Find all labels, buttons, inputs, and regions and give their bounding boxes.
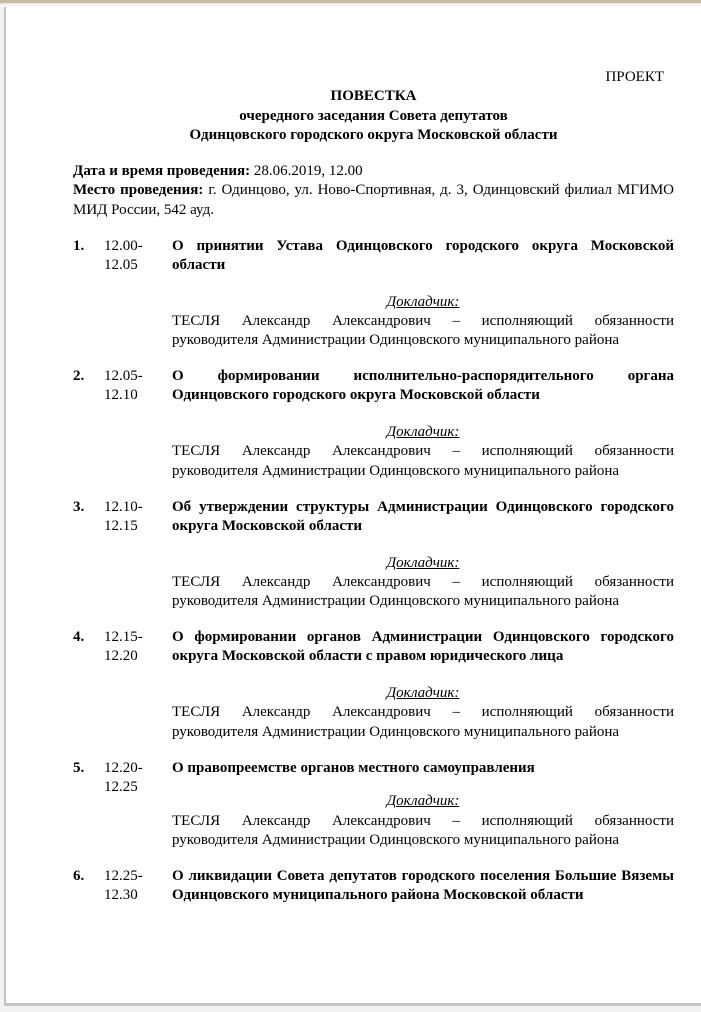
meeting-info	[73, 162, 674, 220]
item-title: О формировании органов Администрации Одинцовского городского округа Московской области с правом юридического лица	[172, 629, 674, 665]
document-title: ПОВЕСТКА	[330, 88, 417, 105]
item-number: 6.	[73, 867, 85, 884]
agenda-item	[73, 237, 674, 351]
item-number: 4.	[73, 629, 85, 646]
time-start: 12.25-	[104, 867, 143, 884]
place-label: Место проведения:	[73, 182, 204, 199]
document-subtitle-2: Одинцовского городского округа Московской области	[189, 126, 558, 143]
agenda-item	[73, 628, 674, 742]
agenda-item	[73, 367, 674, 481]
reporter-label: Докладчик:	[386, 554, 460, 571]
reporter-label: Докладчик:	[386, 424, 460, 441]
time-start: 12.15-	[104, 629, 143, 646]
time-end: 12.25	[104, 778, 138, 795]
item-number: 3.	[73, 498, 85, 515]
reporter-label: Докладчик:	[386, 293, 460, 310]
reporter: ТЕСЛЯ Александр Александрович – исполняющий обязанности руководителя Администрации Одинцовского муниципального района	[172, 312, 674, 349]
reporter-label: Докладчик:	[386, 793, 460, 810]
time-end: 12.05	[104, 256, 138, 273]
date-value: 28.06.2019, 12.00	[250, 163, 363, 180]
time-start: 12.20-	[104, 759, 143, 776]
date-label: Дата и время проведения:	[73, 163, 251, 180]
item-title: О ликвидации Совета депутатов городского поселения Большие Вяземы Одинцовского муниципального района Московской области	[172, 867, 674, 903]
document-content	[73, 68, 674, 905]
item-number: 2.	[73, 368, 85, 385]
top-shadow	[0, 3, 701, 7]
agenda-item	[73, 498, 674, 612]
agenda-item	[73, 867, 674, 906]
agenda-item	[73, 759, 674, 851]
place-value: г. Одинцово, ул. Ново-Спортивная, д. 3, Одинцовский филиал МГИМО МИД России, 542 ауд.	[73, 182, 674, 218]
time-end: 12.15	[104, 517, 138, 534]
item-title: О принятии Устава Одинцовского городского округа Московской области	[172, 237, 674, 273]
item-title: Об утверждении структуры Администрации Одинцовского городского округа Московской области	[172, 498, 674, 534]
time-end: 12.30	[104, 887, 138, 903]
reporter: ТЕСЛЯ Александр Александрович – исполняющий обязанности руководителя Администрации Одинцовского муниципального района	[172, 573, 674, 610]
item-title: О формировании исполнительно-распорядительного органа Одинцовского городского округа Московской области	[172, 368, 674, 404]
reporter: ТЕСЛЯ Александр Александрович – исполняющий обязанности руководителя Администрации Одинцовского муниципального района	[172, 812, 674, 848]
item-number: 5.	[73, 759, 85, 776]
item-time	[104, 759, 172, 851]
time-start: 12.00-	[104, 237, 143, 254]
time-start: 12.10-	[104, 498, 143, 515]
document-subtitle: очередного заседания Совета депутатов	[239, 107, 508, 124]
time-start: 12.05-	[104, 368, 143, 385]
item-time	[104, 628, 172, 742]
time-end: 12.20	[104, 648, 138, 665]
item-time	[104, 867, 172, 906]
item-title: О правопреемстве органов местного самоуправления	[172, 759, 535, 776]
item-time	[104, 498, 172, 612]
item-number: 1.	[73, 237, 85, 254]
time-end: 12.10	[104, 387, 138, 404]
item-time	[104, 237, 172, 351]
reporter: ТЕСЛЯ Александр Александрович – исполняющий обязанности руководителя Администрации Одинцовского муниципального района	[172, 443, 674, 479]
reporter: ТЕСЛЯ Александр Александрович – исполняющий обязанности руководителя Администрации Одинцовского муниципального района	[172, 704, 674, 740]
draft-status: ПРОЕКТ	[605, 69, 664, 85]
meeting-place	[73, 181, 674, 220]
reporter-label: Докладчик:	[386, 685, 460, 702]
meeting-date	[73, 162, 674, 181]
item-time	[104, 367, 172, 481]
